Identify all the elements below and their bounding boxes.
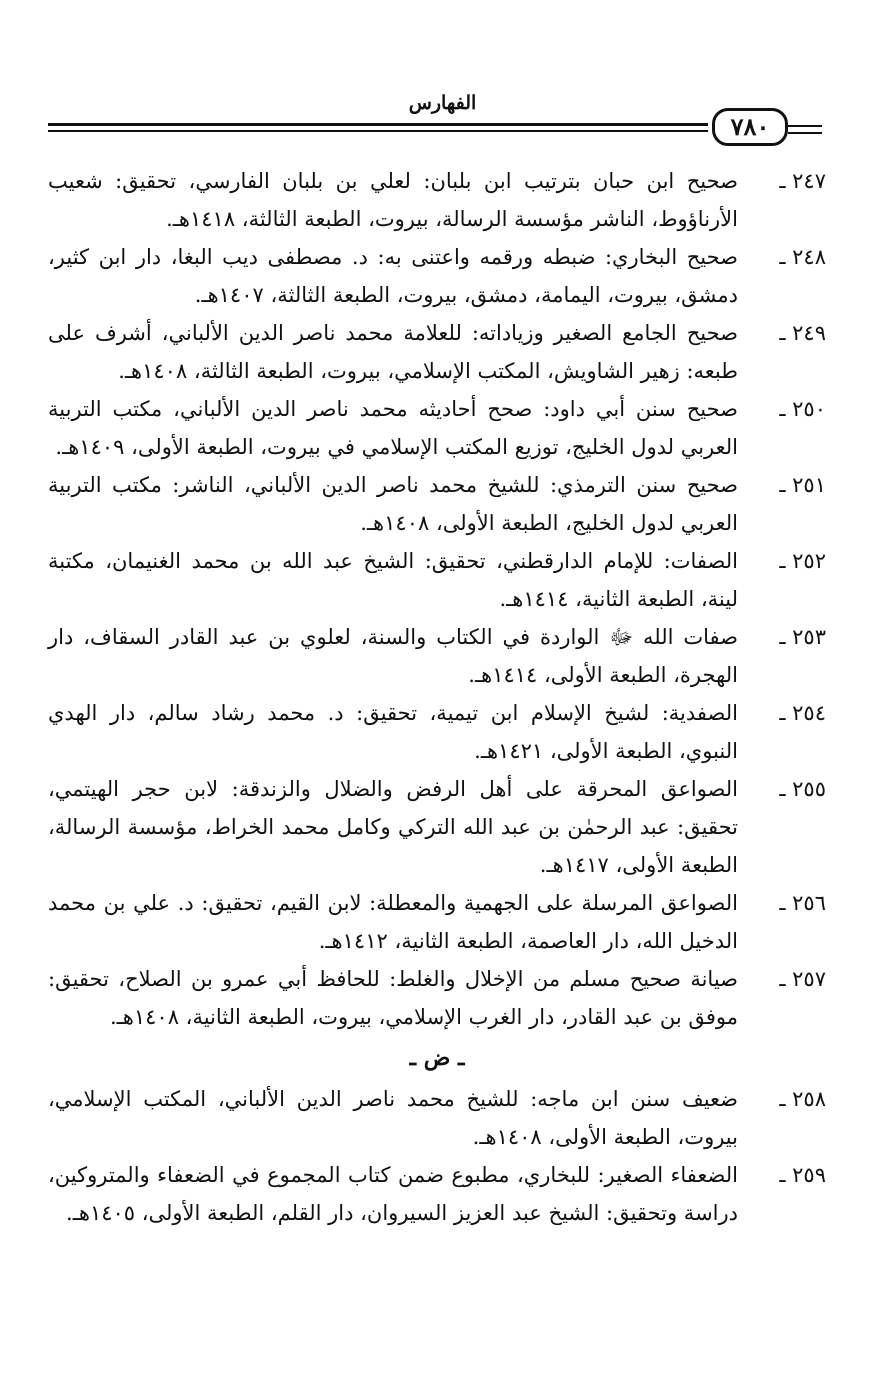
bibliography-entry <box>48 390 826 466</box>
running-head: الفهارس <box>408 92 477 114</box>
entry-text: الضعفاء الصغير: للبخاري، مطبوع ضمن كتاب المجموع في الضعفاء والمتروكين، دراسة وتحقيق: الشيخ عبد العزيز السيروان، دار القلم، الطبعة الأولى، ١٤٠٥هـ. <box>48 1163 738 1225</box>
entry-number: ٢٤٧ ـ <box>779 169 826 193</box>
bibliography-entry <box>48 162 826 238</box>
bibliography-entry <box>48 314 826 390</box>
bibliography-entry <box>48 466 826 542</box>
entry-text: صحيح الجامع الصغير وزياداته: للعلامة محمد ناصر الدين الألباني، أشرف على طبعه: زهير الشاويش، المكتب الإسلامي، بيروت، الطبعة الثالثة، ١٤٠٨هـ. <box>48 321 738 383</box>
entry-number: ٢٥٥ ـ <box>779 777 826 801</box>
entry-number: ٢٥٤ ـ <box>779 701 826 725</box>
entry-number: ٢٥٠ ـ <box>779 397 826 421</box>
entry-number: ٢٥١ ـ <box>779 473 826 497</box>
bibliography-entry <box>48 1080 826 1156</box>
bibliography-entry <box>48 960 826 1036</box>
bibliography-entry <box>48 542 826 618</box>
header-rule-left <box>48 123 708 136</box>
bibliography-entry <box>48 884 826 960</box>
entry-number: ٢٤٩ ـ <box>779 321 826 345</box>
entry-number: ٢٥٣ ـ <box>779 625 826 649</box>
entry-number: ٢٥٨ ـ <box>779 1087 826 1111</box>
entry-number: ٢٥٦ ـ <box>779 891 826 915</box>
header-rule-right <box>788 125 822 139</box>
bibliography-entry <box>48 770 826 884</box>
entry-text: صحيح ابن حبان بترتيب ابن بلبان: لعلي بن بلبان الفارسي، تحقيق: شعيب الأرناؤوط، الناشر مؤسسة الرسالة، بيروت، الطبعة الثالثة، ١٤١٨هـ. <box>48 169 738 231</box>
entry-text: ضعيف سنن ابن ماجه: للشيخ محمد ناصر الدين الألباني، المكتب الإسلامي، بيروت، الطبعة الأولى، ١٤٠٨هـ. <box>48 1087 738 1149</box>
entry-text: صحيح سنن الترمذي: للشيخ محمد ناصر الدين الألباني، الناشر: مكتب التربية العربي لدول الخليج، الطبعة الأولى، ١٤٠٨هـ. <box>48 473 738 535</box>
page-number: ٧٨٠ <box>712 108 788 146</box>
bibliography-list <box>48 162 826 1232</box>
bibliography-entry <box>48 694 826 770</box>
entry-text: الصواعق المحرقة على أهل الرفض والضلال والزندقة: لابن حجر الهيتمي، تحقيق: عبد الرحمٰن بن عبد الله التركي وكامل محمد الخراط، مؤسسة الرسالة، الطبعة الأولى، ١٤١٧هـ. <box>48 777 738 877</box>
entry-text: صحيح البخاري: ضبطه ورقمه واعتنى به: د. مصطفى ديب البغا، دار ابن كثير، دمشق، بيروت، اليمامة، دمشق، بيروت، الطبعة الثالثة، ١٤٠٧هـ. <box>48 245 738 307</box>
entry-text: الصواعق المرسلة على الجهمية والمعطلة: لابن القيم، تحقيق: د. علي بن محمد الدخيل الله، دار العاصمة، الطبعة الثانية، ١٤١٢هـ. <box>48 891 738 953</box>
entry-number: ٢٥٧ ـ <box>779 967 826 991</box>
entry-text: صحيح سنن أبي داود: صحح أحاديثه محمد ناصر الدين الألباني، مكتب التربية العربي لدول الخليج، توزيع المكتب الإسلامي في بيروت، الطبعة الأولى، ١٤٠٩هـ. <box>48 397 738 459</box>
bibliography-entry <box>48 238 826 314</box>
bibliography-entry <box>48 618 826 694</box>
entry-text: الصفدية: لشيخ الإسلام ابن تيمية، تحقيق: د. محمد رشاد سالم، دار الهدي النبوي، الطبعة الأولى، ١٤٢١هـ. <box>48 701 738 763</box>
entry-number: ٢٤٨ ـ <box>779 245 826 269</box>
entry-text: صيانة صحيح مسلم من الإخلال والغلط: للحافظ أبي عمرو بن الصلاح، تحقيق: موفق بن عبد القادر، دار الغرب الإسلامي، بيروت، الطبعة الثانية، ١٤٠٨هـ. <box>48 967 739 1029</box>
entry-number: ٢٥٢ ـ <box>779 549 826 573</box>
bibliography-entry <box>48 1156 826 1232</box>
entry-text: الصفات: للإمام الدارقطني، تحقيق: الشيخ عبد الله بن محمد الغنيمان، مكتبة لينة، الطبعة الثانية، ١٤١٤هـ. <box>48 549 738 611</box>
entry-text: صفات الله ﷻ الواردة في الكتاب والسنة، لعلوي بن عبد القادر السقاف، دار الهجرة، الطبعة الأولى، ١٤١٤هـ. <box>48 625 738 687</box>
section-heading: ـ ض ـ <box>409 1045 465 1071</box>
entry-number: ٢٥٩ ـ <box>779 1163 826 1187</box>
